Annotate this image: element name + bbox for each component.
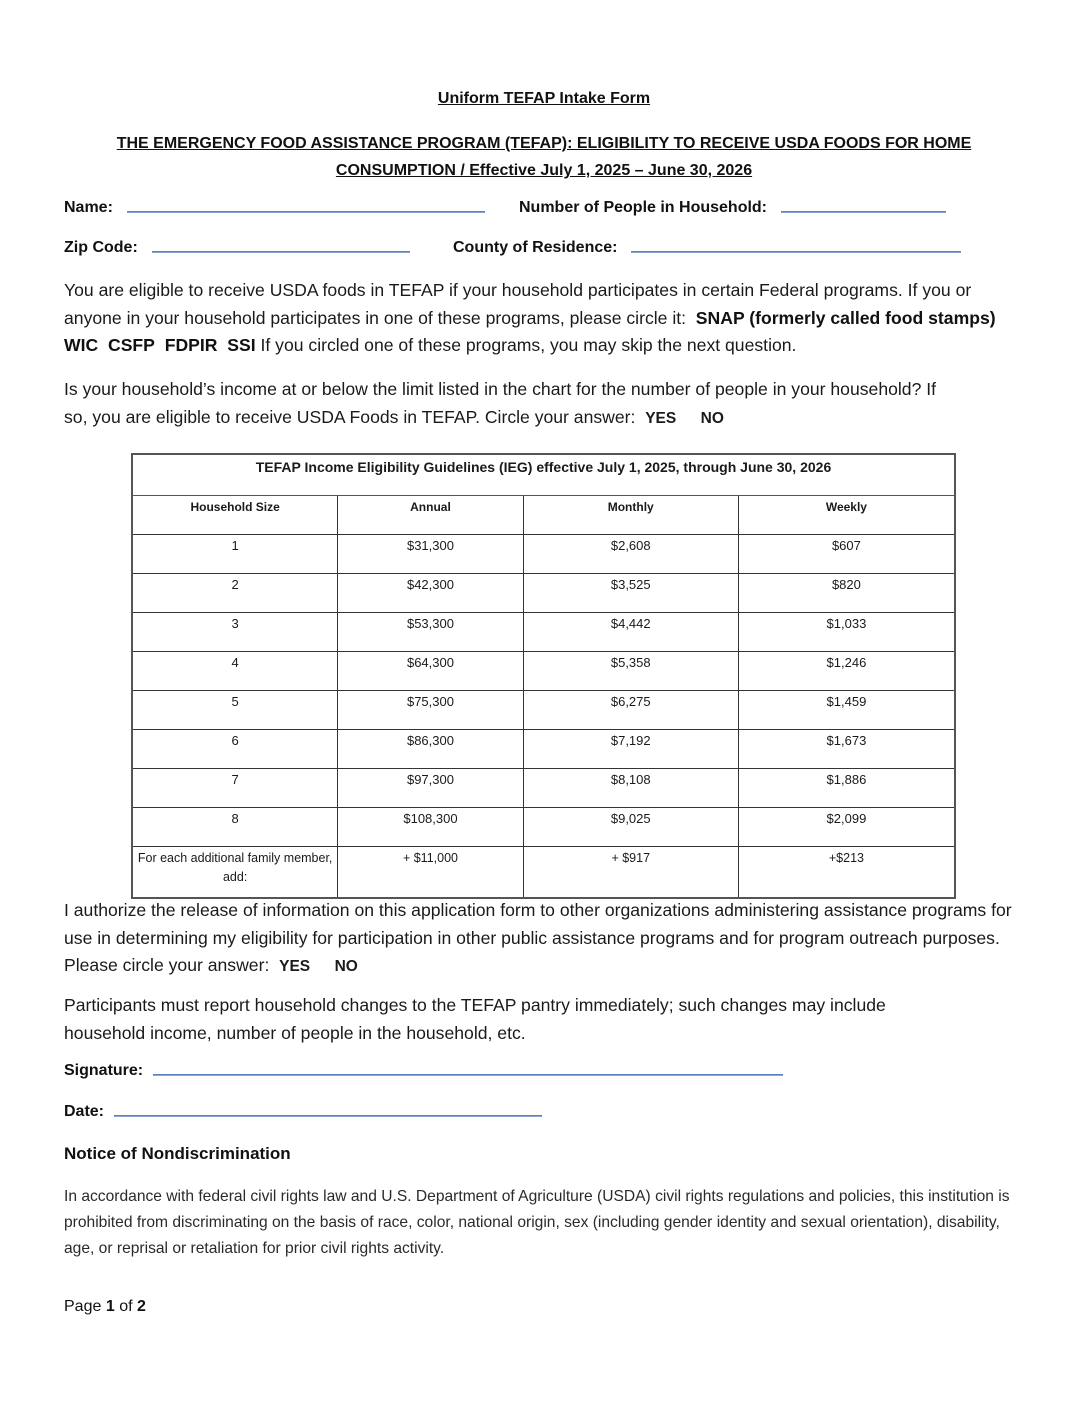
form-title: Uniform TEFAP Intake Form: [437, 90, 651, 107]
date-input-line[interactable]: [114, 1115, 542, 1117]
program-ssi[interactable]: SSI: [227, 335, 256, 355]
cell-size: 4: [132, 652, 338, 691]
cell-monthly: $2,608: [523, 535, 738, 574]
date-label: Date:: [64, 1103, 105, 1120]
cell-monthly: $6,275: [523, 691, 738, 730]
cell-annual: $86,300: [338, 730, 523, 769]
income-question: [64, 376, 944, 432]
signature-label: Signature:: [64, 1062, 144, 1079]
eligibility-skip-text: If you circled one of these programs, you may skip the next question.: [260, 335, 797, 355]
cell-size: 8: [132, 808, 338, 847]
cell-monthly: $9,025: [523, 808, 738, 847]
household-count-label: Number of People in Household:: [519, 199, 768, 216]
header-annual: Annual: [338, 496, 523, 535]
authorization-no-option[interactable]: NO: [334, 958, 358, 975]
table-row: [132, 769, 955, 808]
form-subtitle: [64, 130, 1024, 184]
subtitle-line-1: THE EMERGENCY FOOD ASSISTANCE PROGRAM (TEFAP): ELIGIBILITY TO RECEIVE USDA FOODS FOR HOME: [116, 135, 972, 152]
cell-annual: $42,300: [338, 574, 523, 613]
total-pages: 2: [136, 1298, 146, 1315]
cell-size: 3: [132, 613, 338, 652]
cell-monthly: $8,108: [523, 769, 738, 808]
cell-weekly: $1,246: [738, 652, 955, 691]
table-row: [132, 808, 955, 847]
current-page: 1: [105, 1298, 115, 1315]
zip-input-line[interactable]: [152, 251, 410, 253]
cell-weekly: $1,673: [738, 730, 955, 769]
authorization-text: I authorize the release of information on this application form to other organizations administering assistance programs for use in determining my eligibility for participation in other public assistance programs and for program outreach purposes. Please circle your answer:: [64, 900, 1012, 975]
cell-additional-label: For each additional family member, add:: [132, 847, 338, 899]
cell-size: 7: [132, 769, 338, 808]
subtitle-line-2: CONSUMPTION / Effective July 1, 2025 – June 30, 2026: [335, 162, 753, 179]
header-household-size: Household Size: [132, 496, 338, 535]
income-yes-option[interactable]: YES: [645, 409, 677, 427]
county-field: [453, 239, 961, 257]
table-row: [132, 652, 955, 691]
name-label: Name:: [64, 199, 113, 216]
table-header-row: [132, 496, 955, 535]
household-count-input-line[interactable]: [781, 211, 946, 213]
name-input-line[interactable]: [127, 211, 485, 213]
cell-annual: $64,300: [338, 652, 523, 691]
nondiscrimination-heading: Notice of Nondiscrimination: [64, 1144, 291, 1163]
zip-field: [64, 239, 410, 257]
cell-weekly: $607: [738, 535, 955, 574]
cell-size: 2: [132, 574, 338, 613]
eligibility-text: You are eligible to receive USDA foods in TEFAP if your household participates in certain Federal programs. If you or anyone in your household participates in one of these programs, please circle it:: [64, 280, 972, 328]
cell-monthly: $5,358: [523, 652, 738, 691]
of-word: of: [119, 1298, 133, 1315]
household-changes-notice: Participants must report household changes to the TEFAP pantry immediately; such changes may include household income, number of people in the household, etc.: [64, 995, 886, 1043]
table-row: [132, 730, 955, 769]
cell-weekly: $1,033: [738, 613, 955, 652]
page-word: Page: [64, 1298, 102, 1315]
zip-label: Zip Code:: [64, 239, 138, 256]
authorization-yes-option[interactable]: YES: [279, 958, 311, 975]
county-input-line[interactable]: [631, 251, 961, 253]
cell-size: 1: [132, 535, 338, 574]
cell-additional-annual: + $11,000: [338, 847, 523, 899]
table-row-additional-member: [132, 847, 955, 899]
authorization-paragraph: [64, 897, 1029, 981]
nondiscrimination-text: In accordance with federal civil rights law and U.S. Department of Agriculture (USDA) civil rights regulations and policies, this institution is prohibited from discriminating on the basis of race, color, national origin, sex (including gender identity and sexual orientation), disability, age, or reprisal or retaliation for prior civil rights activity.: [64, 1188, 1010, 1257]
signature-field: [64, 1062, 783, 1080]
county-label: County of Residence:: [453, 239, 618, 256]
cell-weekly: $2,099: [738, 808, 955, 847]
cell-annual: $53,300: [338, 613, 523, 652]
program-snap[interactable]: SNAP (formerly called food stamps): [695, 307, 996, 328]
program-wic[interactable]: WIC: [64, 335, 99, 355]
cell-weekly: $1,459: [738, 691, 955, 730]
table-row: [132, 691, 955, 730]
name-field: [64, 199, 485, 217]
income-eligibility-table: [131, 453, 956, 899]
table-row: [132, 535, 955, 574]
cell-monthly: $3,525: [523, 574, 738, 613]
cell-additional-weekly: +$213: [738, 847, 955, 899]
eligibility-paragraph: [64, 277, 1029, 360]
page-number: [64, 1298, 146, 1316]
signature-input-line[interactable]: [153, 1074, 783, 1076]
cell-annual: $108,300: [338, 808, 523, 847]
header-monthly: Monthly: [523, 496, 738, 535]
cell-additional-monthly: + $917: [523, 847, 738, 899]
header-weekly: Weekly: [738, 496, 955, 535]
program-csfp[interactable]: CSFP: [107, 335, 155, 355]
cell-size: 6: [132, 730, 338, 769]
income-question-text: Is your household’s income at or below the limit listed in the chart for the number of people in your household? If so, you are eligible to receive USDA Foods in TEFAP. Circle your answer:: [64, 379, 937, 427]
cell-size: 5: [132, 691, 338, 730]
cell-annual: $97,300: [338, 769, 523, 808]
cell-annual: $75,300: [338, 691, 523, 730]
cell-monthly: $7,192: [523, 730, 738, 769]
program-fdpir[interactable]: FDPIR: [164, 335, 218, 355]
date-field: [64, 1103, 542, 1121]
cell-weekly: $1,886: [738, 769, 955, 808]
table-row: [132, 574, 955, 613]
cell-annual: $31,300: [338, 535, 523, 574]
cell-weekly: $820: [738, 574, 955, 613]
table-row: [132, 613, 955, 652]
cell-monthly: $4,442: [523, 613, 738, 652]
table-caption: TEFAP Income Eligibility Guidelines (IEG) effective July 1, 2025, through June 30, 2026: [132, 454, 955, 496]
household-count-field: [519, 199, 946, 217]
income-no-option[interactable]: NO: [700, 409, 724, 427]
